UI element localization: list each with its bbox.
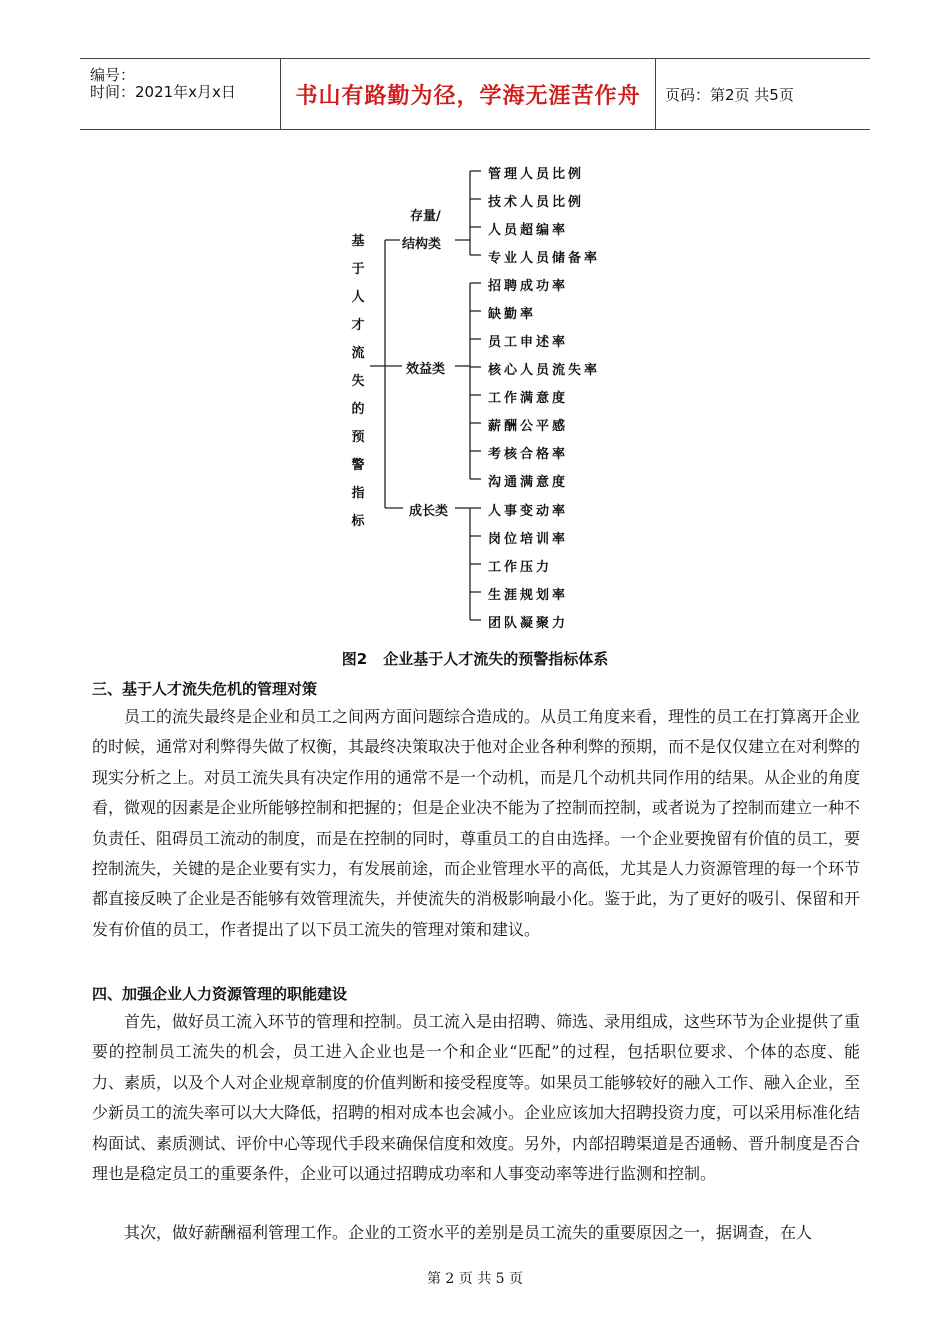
group2-label: 效益类 [406,362,446,377]
leaf-item: 沟通满意度 [488,475,569,490]
leaf-item: 工作满意度 [488,391,569,406]
page-info: 页码：第2页 共5页 [665,85,794,104]
time-label: 时间：2021年x月x日 [90,83,236,101]
group1-label-line2: 结构类 [402,237,442,252]
body-paragraph: 首先，做好员工流入环节的管理和控制。员工流入是由招聘、筛选、录用组成，这些环节为企业提供了重要的控制员工流失的机会，员工进入企业也是一个和企业“匹配”的过程，包括职位要求、个体的态度、能力、素质，以及个人对企业规章制度的价值判断和接受程度等。如果员工能够较好的融入工作、融入企业，至少新员工的流失率可以大大降低，招聘的相对成本也会减小。企业应该加大招聘投资力度，可以采用标准化结构面试、素质测试、评价中心等现代手段来确保信度和效度。另外，内部招聘渠道是否通畅、晋升制度是否合理也是稳定员工的重要条件，企业可以通过招聘成功率和人事变动率等进行监测和控制。 [92,1012,861,1184]
leaf-item: 生涯规划率 [488,588,569,603]
leaf-item: 缺勤率 [488,307,537,322]
figure-caption [0,648,950,669]
page-footer: 第 2 页 共 5 页 [426,1271,524,1287]
leaf-item: 工作压力 [488,560,553,575]
group3-label: 成长类 [409,504,449,519]
leaf-item: 专业人员储备率 [488,251,601,266]
leaf-item: 薪酬公平感 [488,419,569,434]
motto: 书山有路勤为径，学海无涯苦作舟 [295,83,641,109]
leaf-item: 岗位培训率 [488,532,569,547]
section-heading: 四、加强企业人力资源管理的职能建设 [92,985,348,1003]
tree-root-label: 基于人才流失的预警指标 [351,234,365,529]
leaf-item: 考核合格率 [488,447,569,462]
leaf-item: 人事变动率 [488,504,569,519]
serial-label: 编号： [90,66,136,84]
caption-text: 企业基于人才流失的预警指标体系 [383,650,609,668]
group1-label-line1: 存量/ [410,209,441,224]
body-paragraph: 其次，做好薪酬福利管理工作。企业的工资水平的差别是员工流失的重要原因之一，据调查，在人 [124,1223,813,1242]
leaf-item: 员工申述率 [488,335,569,350]
leaf-item: 核心人员流失率 [488,363,601,378]
section-heading: 三、基于人才流失危机的管理对策 [92,680,318,698]
tree-connectors [0,0,950,640]
caption-number: 图2 [341,650,368,668]
leaf-item: 技术人员比例 [488,195,585,210]
leaf-item: 人员超编率 [488,223,569,238]
leaf-item: 管理人员比例 [488,167,585,182]
body-paragraph: 员工的流失最终是企业和员工之间两方面问题综合造成的。从员工角度来看，理性的员工在打算离开企业的时候，通常对利弊得失做了权衡，其最终决策取决于他对企业各种利弊的预期，而不是仅仅建立在对利弊的现实分析之上。对员工流失具有决定作用的通常不是一个动机，而是几个动机共同作用的结果。从企业的角度看，微观的因素是企业所能够控制和把握的；但是企业决不能为了控制而控制，或者说为了控制而建立一种不负责任、阻碍员工流动的制度，而是在控制的同时，尊重员工的自由选择。一个企业要挽留有价值的员工，要控制流失，关键的是企业要有实力，有发展前途，而企业管理水平的高低，尤其是人力资源管理的每一个环节都直接反映了企业是否能够有效管理流失，并使流失的消极影响最小化。鉴于此，为了更好的吸引、保留和开发有价值的员工，作者提出了以下员工流失的管理对策和建议。 [92,707,861,939]
leaf-item: 招聘成功率 [488,279,569,294]
indicator-tree-figure [0,0,950,640]
leaf-item: 团队凝聚力 [488,616,569,631]
